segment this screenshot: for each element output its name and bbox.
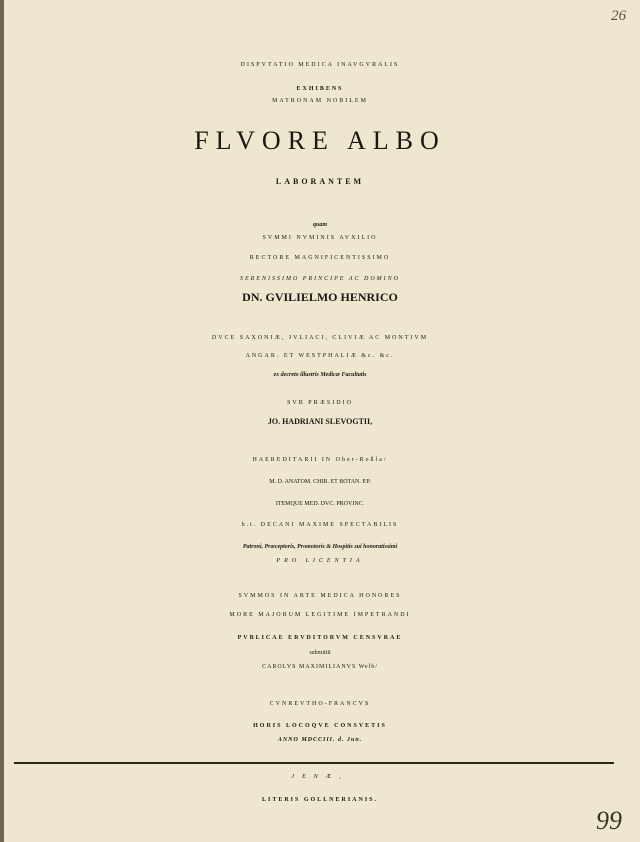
line-carolus: CAROLVS MAXIMILIANVS Welb/ [262, 664, 378, 670]
shelf-mark: 99 [596, 806, 622, 835]
divider-rule [14, 762, 614, 764]
line-publicae: PVBLICAE ERVDITORVM CENSVRAE [237, 635, 403, 641]
line-duce: DVCE SAXONIÆ, JVLIACI, CLIVIÆ AC MONTIVM [211, 335, 429, 341]
line-haereditarii: HAEREDITARII IN Ober-Roßla/ [252, 457, 388, 463]
line-jo: JO. HADRIANI SLEVOGTII, [267, 417, 373, 426]
line-itemque: ITEMQUE MED. DVC. PROVINC. [275, 501, 365, 507]
line-fluore: FLVORE ALBO [194, 126, 446, 155]
line-exhibens: EXHIBENS [296, 86, 344, 92]
line-submittit: submittit [309, 650, 331, 656]
line-quam: quam [312, 222, 327, 228]
line-laborantem: LABORANTEM [275, 177, 365, 186]
line-decreto: ex decreto illustris Medicæ Facultatis [273, 372, 367, 378]
line-summi: SVMMI NVMINIS AVXILIO [262, 235, 378, 241]
line-angar: ANGAR. ET WESTPHALIÆ &c. &c. [245, 353, 395, 359]
line-rectore: RECTORE MAGNIFICENTISSIMO [249, 255, 391, 261]
line-pro-licentia: PRO LICENTIA [276, 558, 364, 564]
line-dn: DN. GVILIELMO HENRICO [242, 290, 398, 304]
line-serenissimo: SERENISSIMO PRINCIPE AC DOMINO [239, 276, 401, 282]
line-matronam: MATRONAM NOBILEM [272, 98, 368, 104]
line-cunreutho: CVNREVTHO-FRANCVS [269, 701, 371, 707]
line-ht: h.t. DECANI MAXIME SPECTABILIS [241, 522, 399, 528]
line-disputatio: DISPVTATIO MEDICA INAVGVRALIS [240, 62, 400, 68]
line-more: MORE MAJORUM LEGITIME IMPETRANDI [229, 612, 411, 618]
line-literis: LITERIS GOLLNERIANIS. [261, 797, 379, 803]
line-jenae: JENÆ, [291, 774, 349, 780]
line-sub: SVB PRÆSIDIO [287, 400, 353, 406]
line-patroni: Patroni, Præceptoris, Promotoris & Hospitis sui honoratissimi [242, 544, 398, 550]
line-md: M. D. ANATOM. CHIR. ET BOTAN. P.P. [269, 479, 371, 485]
line-summos: SVMMOS IN ARTE MEDICA HONORES [238, 593, 402, 599]
line-anno: ANNO MDCCIII. d. Jun. [277, 737, 363, 743]
page-number: 26 [611, 8, 626, 24]
line-horis: HORIS LOCOQVE CONSVETIS [253, 723, 387, 729]
